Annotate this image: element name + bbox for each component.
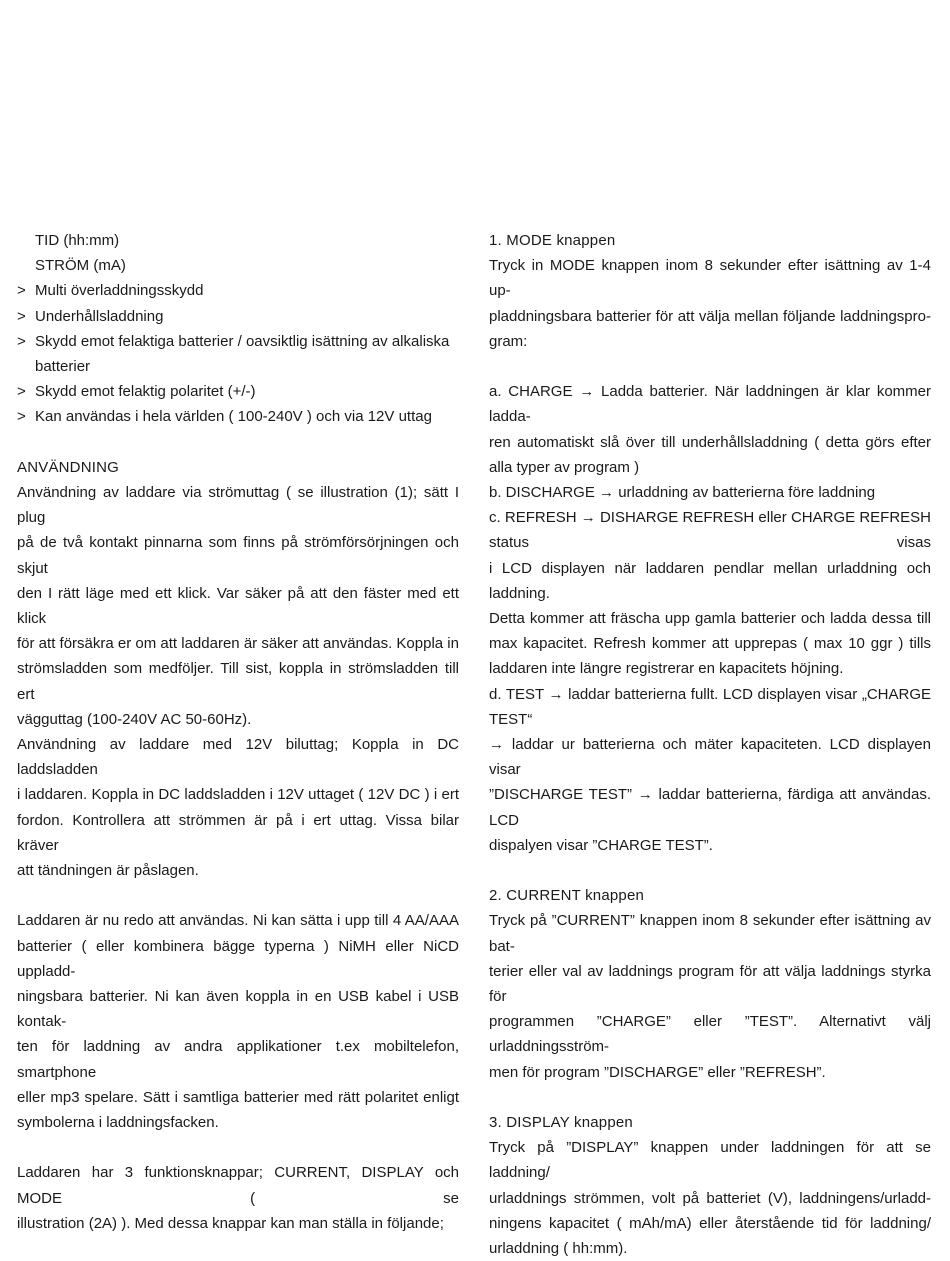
text-line: den I rätt läge med ett klick. Var säker på att den fäster med ett klick <box>17 584 459 628</box>
current-paragraph <box>489 908 931 1084</box>
text-line: ningens kapacitet ( mAh/mA) eller återstående tid för laddning/ <box>489 1214 931 1232</box>
bullet-marker: > <box>17 408 26 426</box>
feature-bullet <box>17 404 459 429</box>
bullet-marker: > <box>17 282 26 300</box>
bullet-text: Multi överladdningsskydd <box>35 282 204 300</box>
usage-paragraph-buttons <box>17 1160 459 1236</box>
text-line: men för program ”DISCHARGE” eller ”REFRESH”. <box>489 1063 826 1081</box>
text-line: dispalyen visar ”CHARGE TEST”. <box>489 836 713 854</box>
text-line: Tryck in MODE knappen inom 8 sekunder efter isättning av 1-4 up- <box>489 257 931 300</box>
text-line: på de två kontakt pinnarna som finns på strömförsörjningen och skjut <box>17 534 459 577</box>
text-line: laddaren inte längre registrerar en kapacitets höjning. <box>489 660 844 678</box>
text-line: → laddar ur batterierna och mäter kapaciteten. LCD displayen visar <box>489 736 931 779</box>
display-heading: 3. DISPLAY knappen <box>489 1114 633 1132</box>
text-line: ningsbara batterier. Ni kan även koppla in en USB kabel i USB kontak- <box>17 988 459 1031</box>
text-line: ten för laddning av andra applikationer t.ex mobiltelefon, smartphone <box>17 1038 459 1081</box>
display-paragraph <box>489 1135 931 1261</box>
feature-bullet <box>17 329 459 379</box>
text-line: eller mp3 spelare. Sätt i samtliga batterier med rätt polaritet enligt <box>17 1088 459 1106</box>
mode-intro <box>489 253 931 354</box>
text-line: b. DISCHARGE → urladdning av batterierna före laddning <box>489 484 876 502</box>
bullet-text: Kan användas i hela världen ( 100-240V ) och via 12V uttag <box>35 408 432 426</box>
feature-bullet <box>17 379 459 404</box>
text-line: terier eller val av laddnings program för att välja laddnings styrka för <box>489 962 931 1006</box>
text-line: urladdning ( hh:mm). <box>489 1240 628 1258</box>
current-heading: 2. CURRENT knappen <box>489 887 645 905</box>
text-line: Tryck på ”CURRENT” knappen inom 8 sekunder efter isättning av bat- <box>489 912 931 955</box>
text-line: symbolerna i laddningsfacken. <box>17 1114 219 1132</box>
feature-line: STRÖM (mA) <box>35 257 126 275</box>
text-line: fordon. Kontrollera att strömmen är på i ert uttag. Vissa bilar kräver <box>17 811 459 854</box>
left-column <box>17 228 459 1236</box>
text-line: Laddaren har 3 funktionsknappar; CURRENT, DISPLAY och MODE ( se <box>17 1164 459 1207</box>
usage-paragraph-car <box>17 732 459 883</box>
text-line: i laddaren. Koppla in DC laddsladden i 12V uttaget ( 12V DC ) i ert <box>17 786 459 804</box>
usage-paragraph-mains <box>17 480 459 732</box>
text-line: urladdnings strömmen, volt på batteriet (V), laddningens/urladd- <box>489 1189 931 1207</box>
text-line: Användning av laddare med 12V biluttag; Koppla in DC laddsladden <box>17 736 459 779</box>
feature-bullet <box>17 304 459 329</box>
text-line: Tryck på ”DISPLAY” knappen under laddningen för att se laddning/ <box>489 1139 931 1182</box>
text-line: Laddaren är nu redo att användas. Ni kan sätta i upp till 4 AA/AAA <box>17 912 459 930</box>
text-line: illustration (2A) ). Med dessa knappar kan man ställa in följande; <box>17 1214 444 1232</box>
mode-program-list <box>489 379 931 858</box>
bullet-marker: > <box>17 332 26 350</box>
text-line: vägguttag (100-240V AC 50-60Hz). <box>17 710 252 728</box>
right-column <box>489 228 931 1261</box>
text-line: strömsladden som medföljer. Till sist, koppla in strömsladden till ert <box>17 660 459 703</box>
bullet-text: Underhållsladdning <box>35 307 164 325</box>
text-line: programmen ”CHARGE” eller ”TEST”. Alternativt välj urladdningsström- <box>489 1013 931 1056</box>
text-line: att tändningen är påslagen. <box>17 862 199 880</box>
text-line: max kapacitet. Refresh kommer att upprepas ( max 10 ggr ) tills <box>489 635 931 653</box>
text-line: Detta kommer att fräscha upp gamla batterier och ladda dessa till <box>489 610 931 628</box>
text-line: för att försäkra er om att laddaren är säker att användas. Koppla in <box>17 635 459 653</box>
bullet-text: batterier <box>35 358 91 376</box>
text-line: ren automatiskt slå över till underhållsladdning ( detta görs efter <box>489 433 931 451</box>
bullet-marker: > <box>17 383 26 401</box>
feature-line: TID (hh:mm) <box>35 232 120 249</box>
text-line: pladdningsbara batterier för att välja mellan följande laddningspro- <box>489 307 931 325</box>
bullet-text: Skydd emot felaktiga batterier / oavsiktlig isättning av alkaliska <box>35 332 450 350</box>
text-line: gram: <box>489 332 528 350</box>
text-line: ”DISCHARGE TEST” → laddar batterierna, färdiga att användas. LCD <box>489 786 931 829</box>
text-line: d. TEST → laddar batterierna fullt. LCD displayen visar „CHARGE TEST“ <box>489 685 931 728</box>
text-line: Användning av laddare via strömuttag ( se illustration (1); sätt I plug <box>17 484 459 527</box>
mode-heading: 1. MODE knappen <box>489 232 616 249</box>
bullet-marker: > <box>17 307 26 325</box>
feature-bullet <box>17 278 459 303</box>
text-line: c. REFRESH → DISHARGE REFRESH eller CHARGE REFRESH status visas <box>489 509 931 552</box>
bullet-text: Skydd emot felaktig polaritet (+/-) <box>35 383 256 401</box>
text-line: batterier ( eller kombinera bägge typerna ) NiMH eller NiCD uppladd- <box>17 937 459 980</box>
usage-paragraph-ready <box>17 908 459 1135</box>
text-line: i LCD displayen när laddaren pendlar mellan urladdning och laddning. <box>489 559 931 602</box>
usage-heading: ANVÄNDNING <box>17 458 120 476</box>
text-line: a. CHARGE → Ladda batterier. När laddningen är klar kommer ladda- <box>489 383 931 426</box>
text-line: alla typer av program ) <box>489 458 640 476</box>
